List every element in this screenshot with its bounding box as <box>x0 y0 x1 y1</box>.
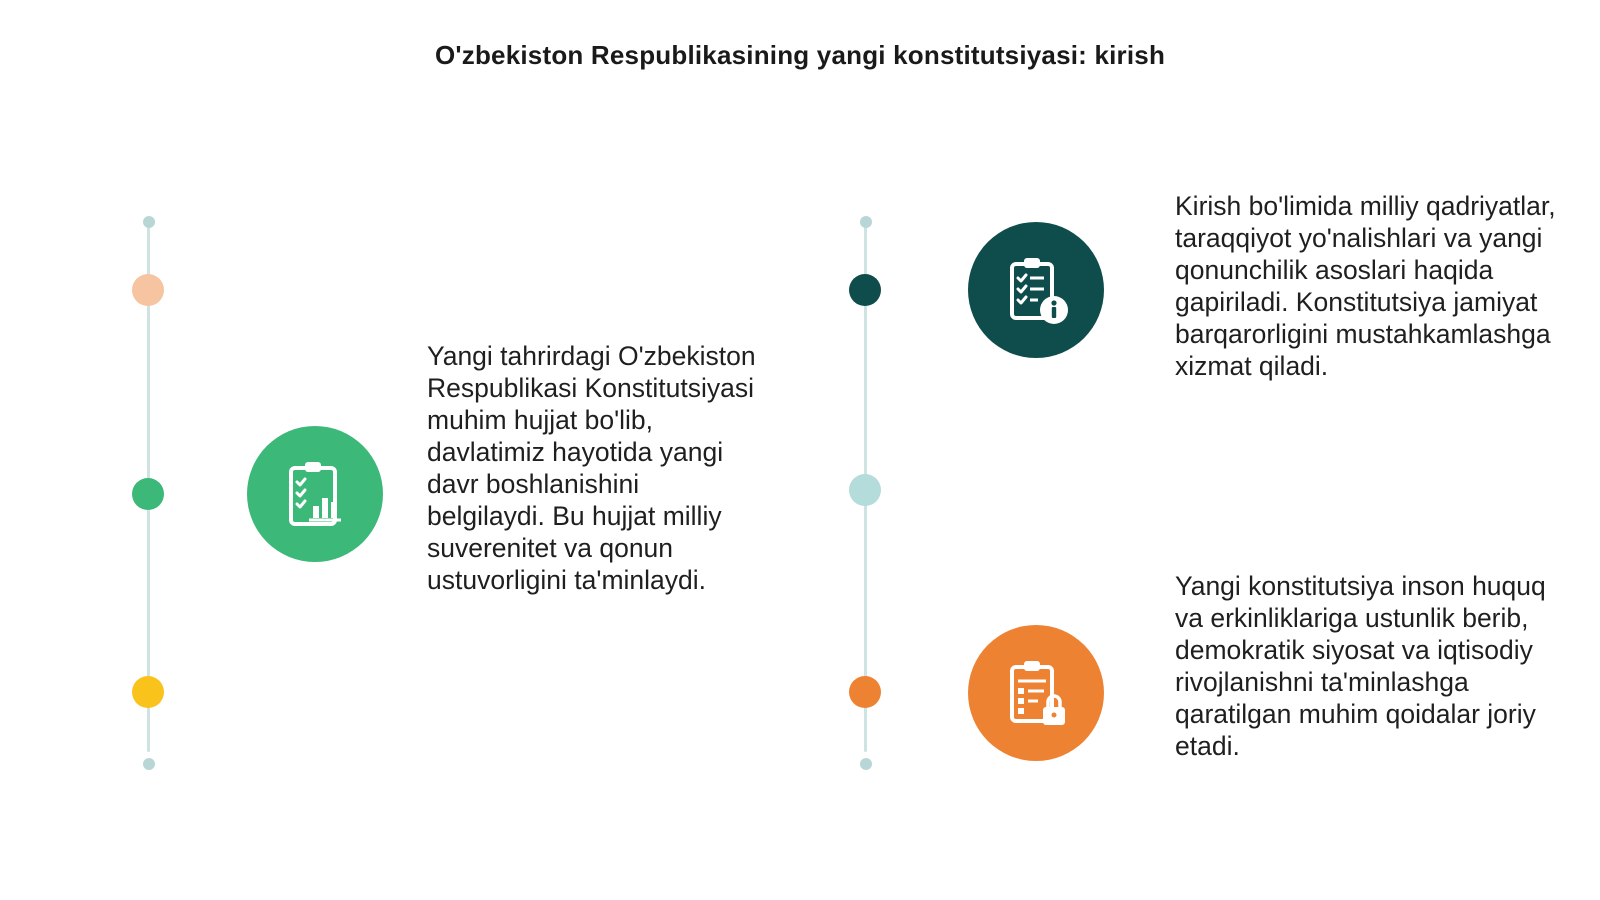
left-timeline-end-dot <box>143 758 155 770</box>
left-node-green <box>132 478 164 510</box>
left-node-peach <box>132 274 164 306</box>
clipboard-info-icon <box>968 222 1104 358</box>
right-node-orange <box>849 676 881 708</box>
item-1-text: Yangi tahrirdagi O'zbekiston Respublikasi Konstitutsiyasi muhim hujjat bo'lib, davlatimiz hayotida yangi davr boshlanishini belgilaydi. Bu hujjat milliy suverenitet va qonun ustuvorligini ta'minlaydi. <box>427 341 756 595</box>
clipboard-chart-icon <box>247 426 383 562</box>
right-timeline-start-dot <box>860 216 872 228</box>
right-node-dark-teal <box>849 274 881 306</box>
page-title: O'zbekiston Respublikasining yangi konstitutsiyasi: kirish <box>434 40 1166 70</box>
left-node-yellow <box>132 676 164 708</box>
item-3-text: Yangi konstitutsiya inson huquq va erkinliklariga ustunlik berib, demokratik siyosat va iqtisodiy rivojlanishni ta'minlashga qaratilgan muhim qoidalar joriy etadi. <box>1175 571 1546 761</box>
right-timeline-end-dot <box>860 758 872 770</box>
item-2-text: Kirish bo'limida milliy qadriyatlar, taraqqiyot yo'nalishlari va yangi qonunchilik asoslari haqida gapiriladi. Konstitutsiya jamiyat barqarorligini mustahkamlashga xizmat qiladi. <box>1175 191 1556 381</box>
clipboard-lock-icon <box>968 625 1104 761</box>
right-node-light-teal <box>849 474 881 506</box>
left-timeline-start-dot <box>143 216 155 228</box>
